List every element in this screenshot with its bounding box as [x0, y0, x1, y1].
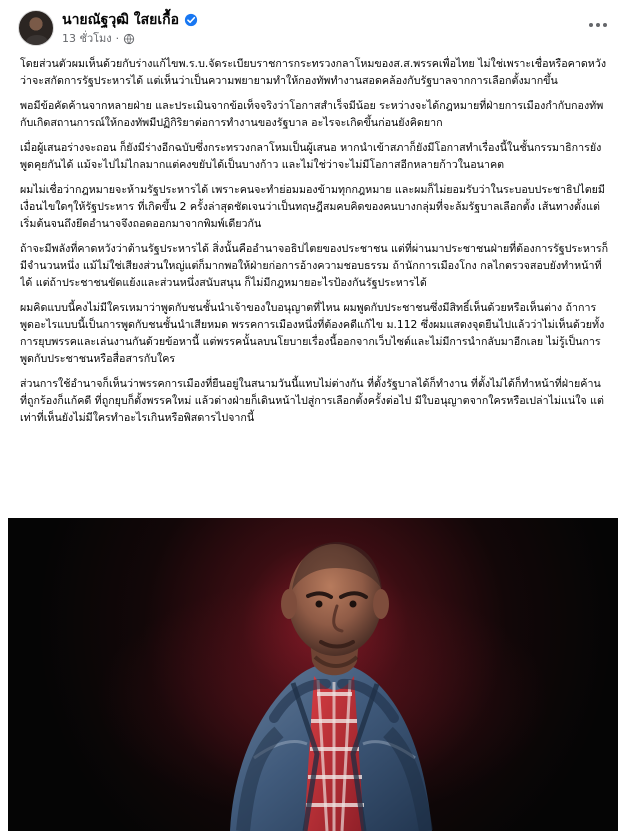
post-paragraph-7: ส่วนการใช้อำนาจก็เห็นว่าพรรคการเมืองที่ยืนอยู่ในสนามวันนี้แทบไม่ต่างกัน ที่ตั้งรัฐบาลได้ก็ทำงาน ที่ตั้งไม่ได้ก็ทำหน้าที่ฝ่ายค้าน ที่ถูกร้องก็แก้คดี ที่ถูกยุบก็ตั้งพรรคใหม่ แล้วต่างฝ่ายก็เดินหน้าไปสู่การเลือกตั้งครั้งต่อไป มีใบอนุญาตจากใครหรือเปล่าไม่แน่ใจ แต่เท่าที่เห็นยังไม่มีใครทำอะไรเกินหรือพิสดารไปจากนี้ — [20, 377, 604, 424]
more-options-icon[interactable] — [585, 14, 611, 36]
post-paragraph-6: ผมคิดแบบนี้คงไม่มีใครเหมาว่าพูดกับชนชั้นนำเจ้าของใบอนุญาตที่ไหน ผมพูดกับประชาชนซึ่งมีสิทธิ์เห็นด้วยหรือเห็นต่าง ถ้าการพูดอะไรแบบนี้เป็นการพูดกับชนชั้นนำเสียหมด พรรคการเมืองหนึ่งที่ต้องคดีแก้ไข ม.112 ซึ่งผมแสดงจุดยืนไปแล้วว่าไม่เห็นด้วยทั้งการยุบพรรคและเล่นงานกันด้วยข้อหานี้ แต่พรรคนั้นลบนโยบายเรื่องนี้ออกจากเว็บไซต์และไม่มีการนำกลับมาอีกเลย ไม่รู้เป็นการพูดกับประชาชนหรือสื่อสารกับใคร — [20, 301, 605, 365]
verified-check-icon — [184, 13, 198, 27]
author-name[interactable]: นายณัฐวุฒิ ใสยเกื้อ — [62, 12, 179, 28]
post-paragraph-2: พอมีข้อคัดค้านจากหลายฝ่าย และประเมินจากข้อเท็จจริงว่าโอกาสสำเร็จมีน้อย ระหว่างจะได้กฎหมายที่ฝ่ายการเมืองกำกับกองทัพ กับเกิดสถานการณ์ให้กองทัพมีปฏิกิริยาต่อการทำงานของรัฐบาล อะไรจะเกิดขึ้นก่อนยังคิดยาก — [20, 99, 604, 129]
post-header — [0, 0, 627, 52]
post-paragraph-5: ถ้าจะมีพลังที่คาดหวังว่าต้านรัฐประหารได้ สิ่งนั้นคืออำนาจอธิปไตยของประชาชน แต่ที่ผ่านมาประชาชนฝ่ายที่ต้องการรัฐประหารก็มีจำนวนหนึ่ง แม้ไม่ใช่เสียงส่วนใหญ่แต่ก็มากพอให้ฝ่ายก่อการอ้างความชอบธรรม ถ้านักการเมืองโกง กลไกตรวจสอบยังทำหน้าที่ได้ แต่ถ้าประชาชนขัดแย้งและส่วนหนึ่งสนับสนุน ก็ไม่มีกฎหมายอะไรป้องกันรัฐประหารได้ — [20, 242, 609, 289]
post-paragraph-1: โดยส่วนตัวผมเห็นด้วยกับร่างแก้ไขพ.ร.บ.จัดระเบียบราชการกระทรวงกลาโหมของส.ส.พรรคเพื่อไทย ไม่ใช่เพราะเชื่อหรือคาดหวังว่าจะสกัดการรัฐประหารได้ แต่เห็นว่าเป็นความพยายามทำให้กองทัพทำงานสอดคล้องกับรัฐบาลจากการเลือกตั้งมากขึ้น — [20, 57, 607, 87]
more-dot — [603, 23, 607, 27]
post-message — [20, 55, 610, 515]
more-dot — [589, 23, 593, 27]
post-timestamp[interactable]: 13 ชั่วโมง — [62, 32, 112, 45]
globe-icon[interactable] — [123, 33, 135, 45]
post-paragraph-4: ผมไม่เชื่อว่ากฎหมายจะห้ามรัฐประหารได้ เพราะคนจะทำย่อมมองข้ามทุกกฎหมาย และผมก็ไม่ยอมรับว่าในระบอบประชาธิปไตยมีเงื่อนไขใดๆให้รัฐประหาร ที่เกิดขึ้น 2 ครั้งล่าสุดชัดเจนว่าเป็นทฤษฎีสมคบคิดของคนบางกลุ่มที่จะล้มรัฐบาลเลือกตั้ง เส้นทางตั้งแต่เริ่มต้นจนถึงยึดอำนาจจึงถอดออกมาจากพิมพ์เดียวกัน — [20, 183, 605, 230]
portrait-image — [8, 518, 618, 831]
meta-separator: · — [115, 32, 120, 45]
post-meta — [62, 31, 135, 47]
post-paragraph-3: เมื่อผู้เสนอร่างจะถอน ก็ยังมีร่างอีกฉบับซึ่งกระทรวงกลาโหมเป็นผู้เสนอ หากนำเข้าสภาก็ยังมีโอกาสทำเรื่องนี้ในชั้นกรรมาธิการยังพูดคุยกันได้ แม้จะไปไม่ไกลมากแต่คงขยับได้เป็นบางก้าว และไม่ใช่ว่าจะไม่มีโอกาสอีกหลายก้าวในอนาคต — [20, 141, 602, 171]
post-photo[interactable] — [8, 518, 618, 831]
author-avatar[interactable] — [18, 10, 54, 46]
author-row — [62, 10, 198, 30]
more-dot — [596, 23, 600, 27]
